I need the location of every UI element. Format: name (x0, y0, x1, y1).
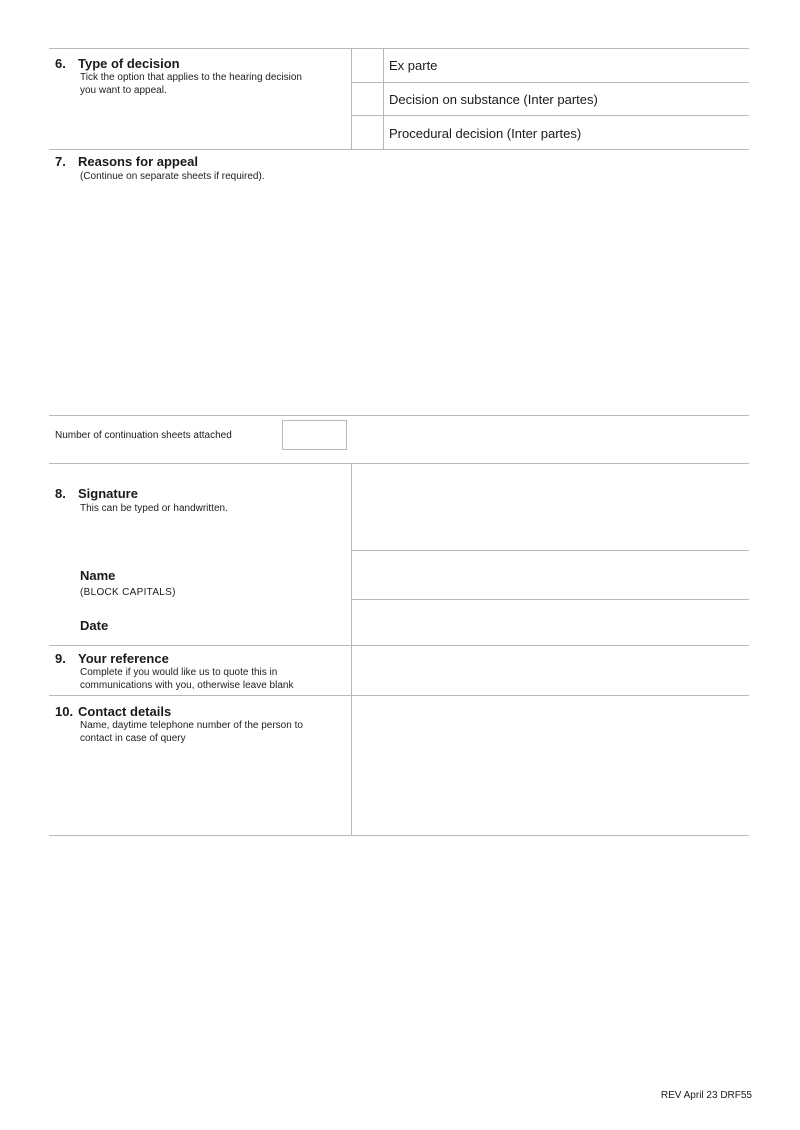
section-9-title-text: Your reference (78, 651, 169, 666)
section-8-title (55, 486, 138, 501)
name-field[interactable] (352, 551, 749, 599)
continuation-sheets-label: Number of continuation sheets attached (55, 430, 232, 441)
continuation-sheets-input[interactable] (282, 420, 347, 450)
section-10-bottom-divider (49, 835, 749, 836)
procedural-decision-checkbox[interactable] (352, 116, 383, 149)
your-reference-field[interactable] (352, 646, 749, 695)
section-6-title (55, 56, 180, 71)
section-10-subtitle-line-2: contact in case of query (80, 733, 186, 744)
section-6-number: 6. (55, 56, 66, 71)
section-7-subtitle: (Continue on separate sheets if required). (80, 171, 265, 182)
section-10-subtitle (80, 719, 340, 745)
section-6-top-divider (49, 48, 749, 49)
form-revision-footer: REV April 23 DRF55 (660, 1090, 752, 1101)
section-7-top-divider (49, 149, 749, 150)
continuation-top-divider (49, 415, 749, 416)
section-10-subtitle-line-1: Name, daytime telephone number of the person to (80, 720, 303, 731)
name-hint: (BLOCK CAPITALS) (80, 587, 176, 598)
reasons-for-appeal-field[interactable] (49, 185, 749, 413)
section-7-number: 7. (55, 154, 66, 169)
section-6-subtitle (80, 71, 340, 97)
decision-on-substance-checkbox[interactable] (352, 83, 383, 115)
ex-parte-label: Ex parte (389, 58, 438, 73)
section-6-subtitle-line-2: you want to appeal. (80, 85, 167, 96)
date-label: Date (80, 618, 109, 633)
section-9-subtitle-line-2: communications with you, otherwise leave blank (80, 680, 294, 691)
date-field[interactable] (352, 600, 749, 645)
section-7-title-text: Reasons for appeal (78, 154, 198, 169)
option-divider-2 (352, 115, 749, 116)
section-9-subtitle-line-1: Complete if you would like us to quote this in (80, 667, 278, 678)
section-6-tick-divider (383, 48, 384, 149)
procedural-decision-label: Procedural decision (Inter partes) (389, 126, 582, 141)
section-9-number: 9. (55, 651, 66, 666)
section-7-title (55, 154, 198, 169)
section-9-subtitle (80, 666, 340, 692)
ex-parte-checkbox[interactable] (352, 49, 383, 82)
section-8-subtitle: This can be typed or handwritten. (80, 503, 228, 514)
section-6-title-text: Type of decision (78, 56, 180, 71)
name-label: Name (80, 568, 116, 583)
option-divider-1 (352, 82, 749, 83)
decision-on-substance-label: Decision on substance (Inter partes) (389, 92, 598, 107)
section-9-title (55, 651, 169, 666)
section-8-number: 8. (55, 486, 66, 501)
section-8-title-text: Signature (78, 486, 138, 501)
section-10-title (55, 704, 171, 719)
section-6-subtitle-line-1: Tick the option that applies to the hearing decision (80, 72, 302, 83)
section-10-number: 10. (55, 704, 74, 719)
section-10-title-text: Contact details (78, 704, 172, 719)
contact-details-field[interactable] (352, 696, 749, 834)
signature-field[interactable] (352, 464, 749, 550)
